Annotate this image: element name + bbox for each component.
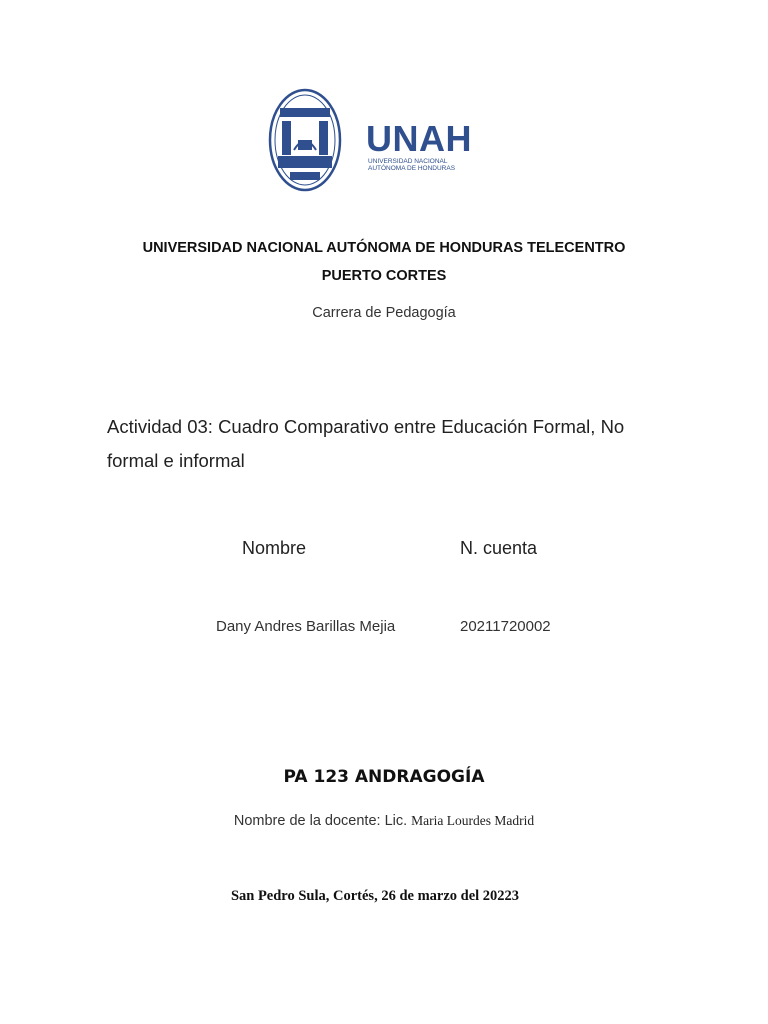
university-seal xyxy=(268,88,342,192)
unah-logo xyxy=(268,88,478,194)
career-name: Carrera de Pedagogía xyxy=(312,305,456,321)
unah-subtitle xyxy=(368,158,455,172)
name-column-header: Nombre xyxy=(242,538,307,558)
university-name-line2: PUERTO CORTES xyxy=(321,268,447,284)
activity-title xyxy=(107,410,667,478)
activity-title-line1: Actividad 03: Cuadro Comparativo entre Educación Formal, No xyxy=(107,416,625,437)
course-title: PA 123 ANDRAGOGÍA xyxy=(283,767,485,787)
account-column-header: N. cuenta xyxy=(460,538,538,558)
unah-subtitle-line1: UNIVERSIDAD NACIONAL xyxy=(368,158,448,165)
teacher-name: Maria Lourdes Madrid xyxy=(411,813,535,828)
student-name: Dany Andres Barillas Mejia xyxy=(216,618,396,635)
unah-subtitle-line2: AUTÓNOMA DE HONDURAS xyxy=(368,165,456,172)
teacher-line xyxy=(0,813,768,829)
student-account-number: 20211720002 xyxy=(460,618,551,635)
place-and-date: San Pedro Sula, Cortés, 26 de marzo del 20223 xyxy=(230,888,520,904)
teacher-label: Nombre de la docente: Lic. xyxy=(233,813,412,829)
activity-title-line2: formal e informal xyxy=(107,450,245,471)
university-name-line1: UNIVERSIDAD NACIONAL AUTÓNOMA DE HONDURAS TELECENTRO xyxy=(142,240,626,256)
unah-wordmark: UNAH xyxy=(366,118,472,159)
